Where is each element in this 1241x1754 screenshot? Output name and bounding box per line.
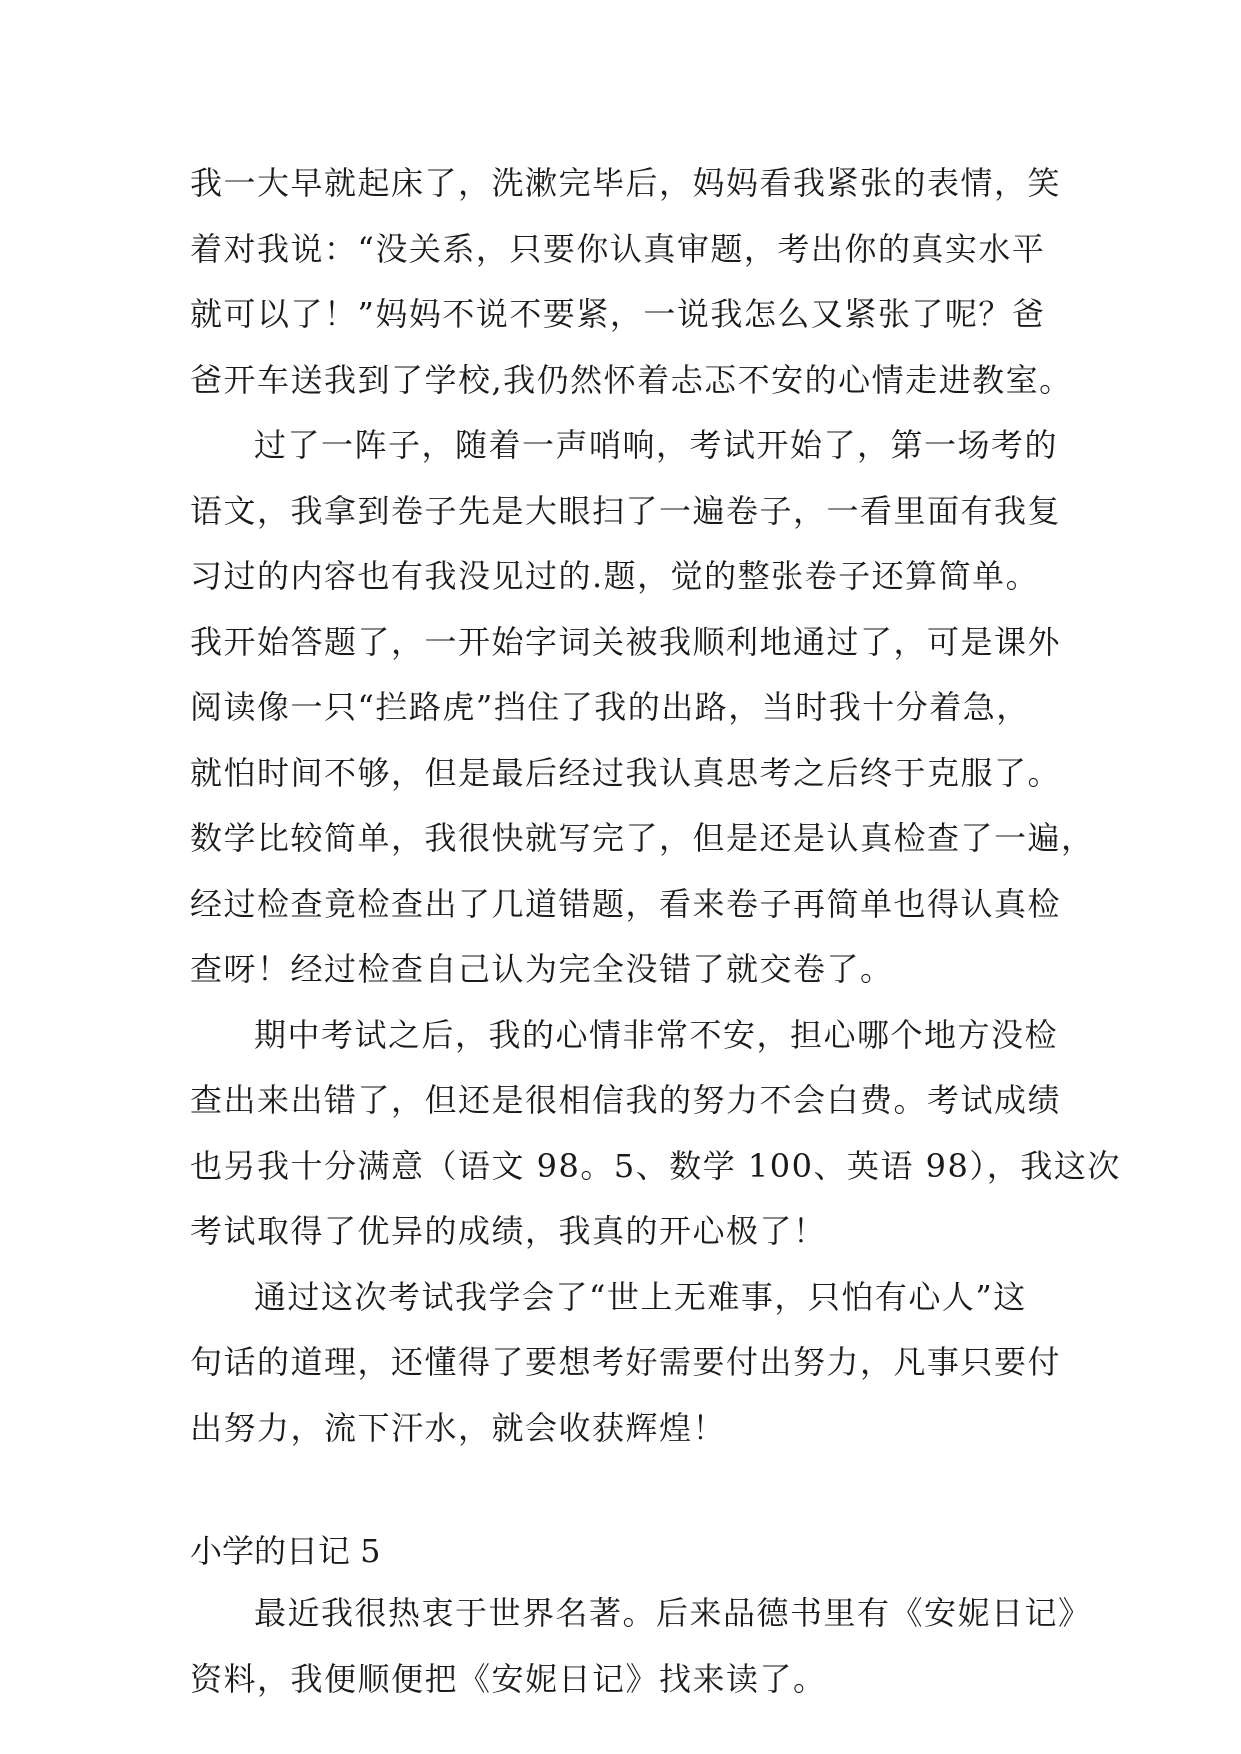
text-line: 我开始答题了，一开始字词关被我顺利地通过了，可是课外 bbox=[190, 622, 1062, 661]
text-line: 过了一阵子，随着一声哨响，考试开始了，第一场考的 bbox=[254, 426, 1059, 464]
text-line: 就可以了！”妈妈不说不要紧，一说我怎么又紧张了呢？爸 bbox=[190, 295, 1046, 333]
text-line: 经过检查竟检查出了几道错题，看来卷子再简单也得认真检 bbox=[190, 884, 1062, 923]
text-line: 考试取得了优异的成绩，我真的开心极了！ bbox=[190, 1212, 827, 1250]
text-line: 查出来出错了，但还是很相信我的努力不会白费。考试成绩 bbox=[190, 1081, 1062, 1119]
paragraph-1 bbox=[190, 163, 1073, 425]
document-body bbox=[190, 163, 1121, 1724]
text-line: 阅读像一只“拦路虎”挡住了我的出路，当时我十分着急， bbox=[190, 688, 1030, 726]
section-heading: 小学的日记 5 bbox=[190, 1532, 381, 1570]
text-line: 我一大早就起床了，洗漱完毕后，妈妈看我紧张的表情，笑 bbox=[190, 164, 1062, 202]
paragraph-3 bbox=[190, 1015, 1121, 1277]
paragraph-2 bbox=[190, 425, 1095, 1015]
section-paragraph bbox=[190, 1593, 1092, 1724]
text-line: 就怕时间不够，但是最后经过我认真思考之后终于克服了。 bbox=[190, 753, 1062, 792]
text-line: 资料，我便顺便把《安妮日记》找来读了。 bbox=[190, 1659, 827, 1698]
text-line: 也另我十分满意（语文 98。5、数学 100、英语 98），我这次 bbox=[190, 1146, 1121, 1185]
text-line: 数学比较简单，我很快就写完了，但是还是认真检查了一遍， bbox=[190, 819, 1095, 857]
text-line: 习过的内容也有我没见过的.题，觉的整张卷子还算简单。 bbox=[190, 557, 1040, 595]
text-line: 出努力，流下汗水，就会收获辉煌！ bbox=[190, 1408, 727, 1447]
paragraph-4 bbox=[190, 1277, 1060, 1474]
text-line: 语文，我拿到卷子先是大眼扫了一遍卷子，一看里面有我复 bbox=[190, 491, 1062, 530]
text-line: 查呀！经过检查自己认为完全没错了就交卷了。 bbox=[190, 950, 894, 988]
text-line: 爸开车送我到了学校,我仍然怀着忐忑不安的心情走进教室。 bbox=[190, 360, 1073, 399]
text-line: 通过这次考试我学会了“世上无难事，只怕有心人”这 bbox=[254, 1277, 1027, 1316]
text-line: 期中考试之后，我的心情非常不安，担心哪个地方没检 bbox=[254, 1015, 1059, 1054]
text-line: 句话的道理，还懂得了要想考好需要付出努力，凡事只要付 bbox=[190, 1343, 1062, 1381]
text-line: 最近我很热衷于世界名著。后来品德书里有《安妮日记》 bbox=[254, 1594, 1092, 1632]
text-line: 着对我说：“没关系，只要你认真审题，考出你的真实水平 bbox=[190, 229, 1046, 268]
